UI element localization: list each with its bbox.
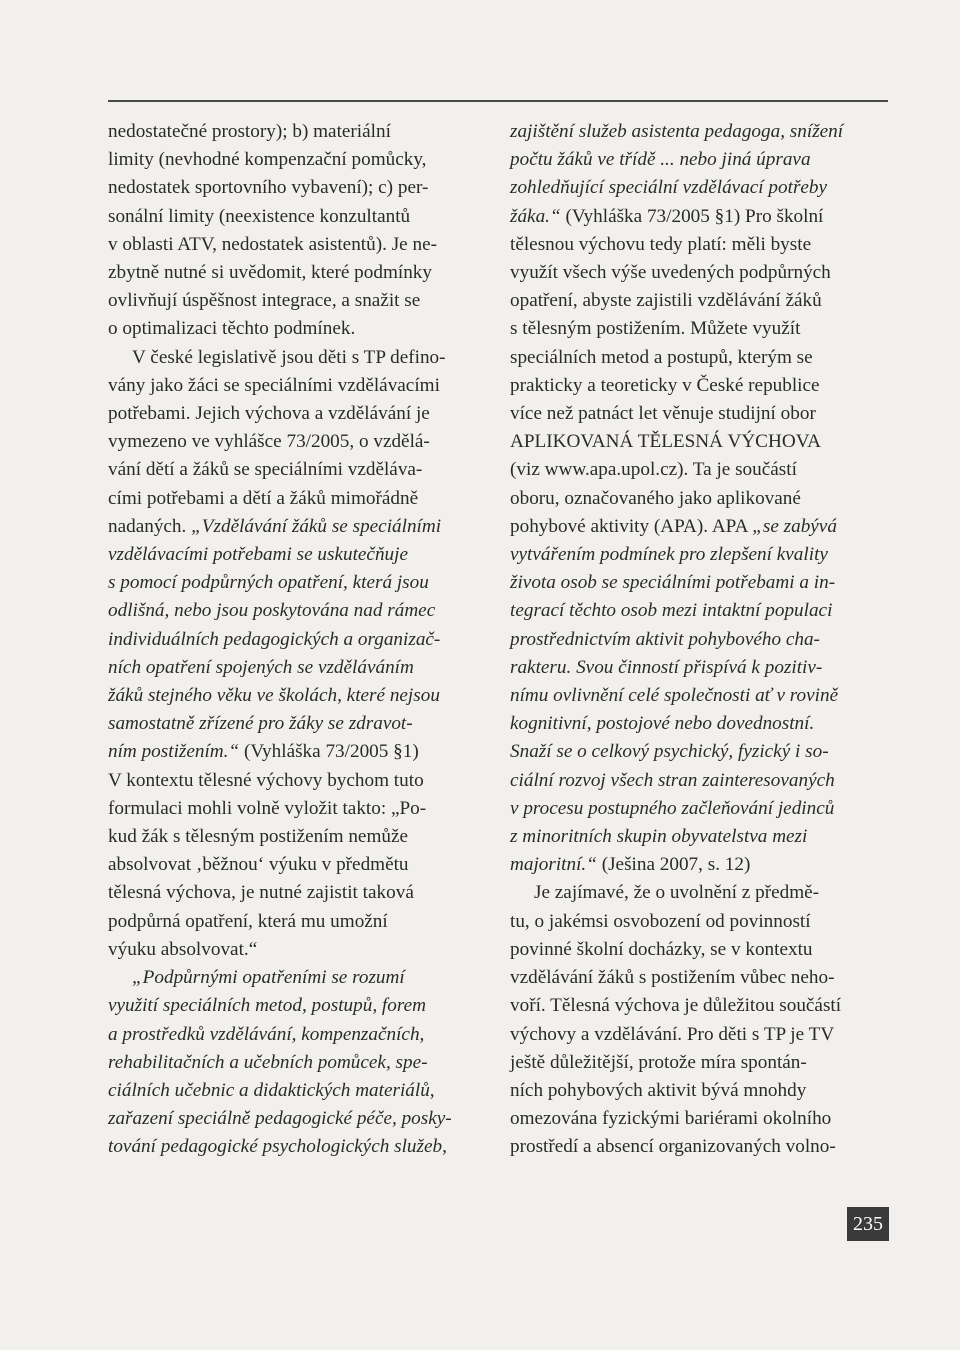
text-line: samostatně zřízené pro žáky se zdravot-	[108, 713, 413, 735]
text-line: limity (nevhodné kompenzační pomůcky,	[108, 149, 427, 171]
text-line: nedostatečné prostory); b) materiální	[108, 121, 391, 142]
text-line: rehabilitačních a učebních pomůcek, spe-	[108, 1051, 428, 1073]
text-line: rakteru. Svou činností přispívá k pozitiv-	[510, 656, 823, 678]
text-line: žáka.“ (Vyhláška 73/2005 §1) Pro školní	[510, 205, 824, 227]
text-line: individuálních pedagogických a organizač-	[108, 628, 441, 650]
text-line: (viz www.apa.upol.cz). Ta je součástí	[510, 459, 797, 481]
text-line: kud žák s tělesným postižením nemůže	[108, 826, 408, 848]
text-line: ních opatření spojených se vzděláváním	[108, 656, 414, 678]
text-line: absolvovat ‚běžnou‘ výuku v předmětu	[108, 854, 409, 876]
text-line: podpůrná opatření, která mu umožní	[108, 910, 388, 932]
text-line: v procesu postupného začleňování jedinců	[510, 797, 835, 819]
text-line: cími potřebami a dětí a žáků mimořádně	[108, 487, 419, 509]
text-line: formulaci mohli volně vyložit takto: „Po-	[108, 797, 427, 819]
text-line: povinné školní docházky, se v kontextu	[510, 938, 813, 960]
text-line: a prostředků vzdělávání, kompenzačních,	[108, 1023, 425, 1045]
text-line: vzdělávání žáků s postižením vůbec neho-	[510, 967, 835, 989]
text-line: majoritní.“ (Ješina 2007, s. 12)	[510, 854, 751, 876]
text-line: ještě důležitější, protože míra spontán-	[510, 1051, 807, 1073]
text-line: V české legislativě jsou děti s TP defino-	[132, 346, 446, 368]
text-line: výchovy a vzdělávání. Pro děti s TP je TV	[510, 1023, 835, 1045]
text-line: počtu žáků ve třídě ... nebo jiná úprava	[510, 149, 811, 171]
text-line: nímu ovlivnění celé společnosti ať v rovině	[510, 685, 839, 707]
header-rule	[108, 100, 888, 102]
text-line: tování pedagogické psychologických služeb,	[108, 1136, 447, 1158]
text-line: ních pohybových aktivit bývá mnohdy	[510, 1079, 807, 1101]
text-line: ciální rozvoj všech stran zainteresovaných	[510, 769, 835, 791]
text-line: APLIKOVANÁ TĚLESNÁ VÝCHOVA	[510, 431, 821, 453]
text-line: výuku absolvovat.“	[108, 938, 258, 960]
text-line: Snaží se o celkový psychický, fyzický i so-	[510, 741, 829, 763]
text-line: speciálních metod a postupů, kterým se	[510, 346, 813, 368]
text-line: života osob se speciálními potřebami a in-	[510, 572, 836, 594]
text-line: sonální limity (neexistence konzultantů	[108, 205, 411, 227]
text-line: žáků stejného věku ve školách, které nejsou	[108, 685, 440, 707]
text-line: Je zajímavé, že o uvolnění z předmě-	[534, 882, 820, 904]
text-line: tegrací těchto osob mezi intaktní populaci	[510, 600, 833, 622]
text-line: ovlivňují úspěšnost integrace, a snažit se	[108, 290, 421, 312]
page-number: 235	[847, 1207, 889, 1241]
text-line: vytvářením podmínek pro zlepšení kvality	[510, 544, 828, 566]
text-line: s pomocí podpůrných opatření, která jsou	[108, 572, 429, 594]
text-line: prostředí a absencí organizovaných volno-	[510, 1136, 836, 1158]
text-line: nadaných. „Vzdělávání žáků se speciálními	[108, 515, 442, 537]
text-line: opatření, abyste zajistili vzdělávání žáků	[510, 290, 822, 312]
text-line: s tělesným postižením. Můžete využít	[510, 318, 801, 340]
text-line: ním postižením.“ (Vyhláška 73/2005 §1)	[108, 741, 419, 763]
text-line: „Podpůrnými opatřeními se rozumí	[132, 967, 405, 989]
text-line: zařazení speciálně pedagogické péče, posky-	[108, 1108, 452, 1130]
text-line: zbytně nutné si uvědomit, které podmínky	[108, 262, 432, 284]
text-line: o optimalizaci těchto podmínek.	[108, 318, 356, 340]
text-line: oboru, označovaného jako aplikované	[510, 487, 801, 509]
text-line: V kontextu tělesné výchovy bychom tuto	[108, 769, 424, 791]
text-line: pohybové aktivity (APA). APA „se zabývá	[510, 515, 837, 537]
text-line: potřebami. Jejich výchova a vzdělávání je	[108, 403, 430, 425]
text-line: v oblasti ATV, nedostatek asistentů). Je ne-	[108, 233, 437, 255]
text-line: tu, o jakémsi osvobození od povinností	[510, 910, 811, 932]
text-line: omezována fyzickými bariérami okolního	[510, 1108, 832, 1130]
text-line: tělesná výchova, je nutné zajistit taková	[108, 882, 414, 904]
text-line: zohledňující speciální vzdělávací potřeby	[510, 177, 828, 199]
text-line: z minoritních skupin obyvatelstva mezi	[510, 826, 808, 848]
text-line: využít všech výše uvedených podpůrných	[510, 262, 831, 284]
right-text-column	[510, 118, 878, 1162]
text-line: vání dětí a žáků se speciálními vzděláva-	[108, 459, 423, 481]
text-line: tělesnou výchovu tedy platí: měli byste	[510, 233, 812, 255]
text-line: více než patnáct let věnuje studijní obor	[510, 403, 816, 425]
left-text-column	[108, 118, 476, 1162]
text-line: zajištění služeb asistenta pedagoga, snížení	[510, 121, 844, 142]
text-line: kognitivní, postojové nebo dovednostní.	[510, 713, 815, 735]
text-line: vymezeno ve vyhlášce 73/2005, o vzdělá-	[108, 431, 430, 453]
text-line: ciálních učebnic a didaktických materiálů,	[108, 1079, 435, 1101]
text-line: vzdělávacími potřebami se uskutečňuje	[108, 544, 408, 566]
text-line: prakticky a teoreticky v České republice	[510, 374, 820, 396]
text-line: prostřednictvím aktivit pohybového cha-	[510, 628, 820, 650]
text-line: využití speciálních metod, postupů, forem	[108, 995, 426, 1017]
text-line: voří. Tělesná výchova je důležitou součástí	[510, 995, 842, 1017]
text-line: nedostatek sportovního vybavení); c) per-	[108, 177, 429, 199]
text-line: odlišná, nebo jsou poskytována nad rámec	[108, 600, 436, 622]
text-line: vány jako žáci se speciálními vzdělávacími	[108, 374, 440, 396]
